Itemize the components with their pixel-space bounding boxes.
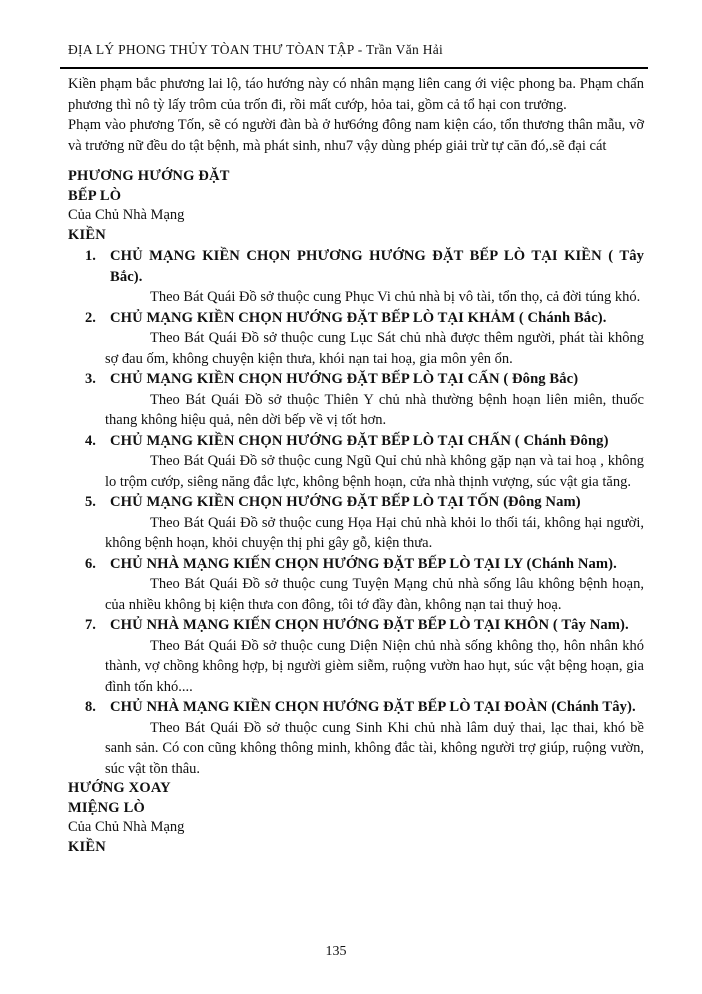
intro-paragraph-1: Kiền phạm bắc phương lai lộ, táo hướng này có nhân mạng liên cang ới việc phong ba. Phạm chấn phương thì nô tỳ lấy trôm của trốn đi, rồi mất cướp, hỏa tai, gồm cả tổ hại con trưởng. [68, 76, 644, 113]
item-heading: CHỦ MẠNG KIỀN CHỌN HƯỚNG ĐẶT BẾP LÒ TẠI KHẢM ( Chánh Bắc). [110, 309, 607, 326]
list-item [68, 308, 644, 370]
list-item [68, 615, 644, 697]
item-body: Theo Bát Quái Đồ sở thuộc cung Ngũ Quỉ chủ nhà không gặp nạn và tai hoạ , không lo trộm cướp, siêng năng đắc lực, không bệnh hoạn, cửa nhà thịnh vượng, súc vật gia tăng. [105, 453, 644, 490]
item-number: 2. [85, 309, 96, 326]
item-content [105, 431, 644, 493]
item-heading: CHỦ NHÀ MẠNG KIẾN CHỌN HƯỚNG ĐẶT BẾP LÒ TẠI LY (Chánh Nam). [110, 555, 617, 572]
item-content [105, 697, 644, 779]
section-heading-block-1 [68, 167, 644, 245]
item-heading: CHỦ NHÀ MẠNG KIỀN CHỌN HƯỚNG ĐẶT BẾP LÒ TẠI ĐOÀN (Chánh Tây). [110, 699, 636, 715]
section2-line1: HƯỚNG XOAY [68, 780, 171, 796]
list-item [68, 246, 644, 308]
item-number: 5. [85, 494, 96, 510]
item-content [105, 554, 644, 616]
item-number: 6. [85, 555, 96, 572]
item-heading: CHỦ MẠNG KIỀN CHỌN HƯỚNG ĐẶT BẾP LÒ TẠI CẤN ( Đông Bắc) [110, 371, 579, 387]
item-number: 8. [85, 699, 96, 715]
section2-line3: Của Chủ Nhà Mạng [68, 819, 185, 835]
section2-line2: MIỆNG LÒ [68, 799, 145, 816]
intro-paragraph-2: Phạm vào phương Tốn, sẽ có người đàn bà ở hư6ớng đông nam kiện cáo, tổn thương thân mẫu, vỡ và trưởng nữ đều do tật bệnh, mà phát sinh, nhu7 vậy dùng phép giải trừ tự căn đó,.sẽ đại cát [68, 117, 644, 154]
item-content [105, 369, 644, 431]
item-heading: CHỦ MẠNG KIỀN CHỌN PHƯƠNG HƯỚNG ĐẶT BẾP LÒ TẠI KIỀN ( Tây Bắc). [110, 248, 644, 285]
item-content [110, 246, 644, 308]
item-body: Theo Bát Quái Đồ sở thuộc Thiên Y chủ nhà thường bệnh hoạn liên miên, thuốc thang không hiệu quả, nên dời bếp về vị tốt hơn. [105, 391, 644, 428]
item-heading: CHỦ NHÀ MẠNG KIẾN CHỌN HƯỚNG ĐẶT BẾP LÒ TẠI KHÔN ( Tây Nam). [110, 617, 629, 633]
numbered-list [68, 246, 644, 779]
header-divider [60, 67, 648, 69]
section2-line4: KIỀN [68, 838, 106, 855]
list-item [68, 492, 644, 554]
item-number: 1. [85, 248, 96, 264]
section1-line1: PHƯƠNG HƯỚNG ĐẶT [68, 168, 230, 184]
section-heading-block-2 [68, 779, 644, 857]
page-header-title: ĐỊA LÝ PHONG THỦY TÒAN THƯ TÒAN TẬP - Trần Văn Hải [68, 42, 444, 57]
list-item [68, 369, 644, 431]
item-number: 4. [85, 432, 96, 449]
item-heading: CHỦ MẠNG KIỀN CHỌN HƯỚNG ĐẶT BẾP LÒ TẠI TỐN (Đông Nam) [110, 494, 581, 510]
page-number: 135 [325, 944, 347, 959]
item-content [105, 308, 644, 370]
item-number: 7. [85, 617, 96, 633]
list-item [68, 697, 644, 779]
item-content [105, 492, 644, 554]
list-item [68, 431, 644, 493]
section1-line3: Của Chủ Nhà Mạng [68, 207, 185, 223]
section1-line4: KIỀN [68, 226, 106, 243]
list-item [68, 554, 644, 616]
item-heading: CHỦ MẠNG KIỀN CHỌN HƯỚNG ĐẶT BẾP LÒ TẠI CHẤN ( Chánh Đông) [110, 432, 609, 449]
item-content [105, 615, 644, 697]
item-number: 3. [85, 371, 96, 387]
item-body: Theo Bát Quái Đồ sở thuộc cung Tuyện Mạng chủ nhà sống lâu không bệnh hoạn, của nhiều không bị kiện thưa con đông, tôi tớ đầy đàn, không nạn tai thuỷ hoạ. [105, 576, 644, 613]
item-body: Theo Bát Quái Đồ sở thuộc cung Họa Hại chủ nhà khỏi lo thối tái, không hại người, không bệnh hoạn, khỏi chuyện thị phi gây gỗ, kiện thưa. [105, 514, 644, 551]
item-body: Theo Bát Quái Đồ sở thuộc cung Diện Niện chủ nhà sống không thọ, hôn nhân khó thành, vợ chồng không hợp, bị người gièm siễm, ruộng vườn hao hụt, súc vật bệng hoạn, gia đình tốn khó.... [105, 637, 644, 695]
section1-line2: BẾP LÒ [68, 187, 122, 204]
item-body: Theo Bát Quái Đồ sở thuộc cung Lục Sát chủ nhà được thêm người, phát tài không sợ đau ốm, không chuyện kiện thưa, khói nạn tai hoạ, gia môn yên ổn. [105, 330, 644, 367]
item-body: Theo Bát Quái Đồ sở thuộc cung Phục Vi chủ nhà bị vô tài, tổn thọ, cả đời túng khó. [150, 289, 641, 305]
item-body: Theo Bát Quái Đồ sở thuộc cung Sinh Khi chủ nhà lâm duỷ thai, lạc thai, khó bề sanh sản. Có con cũng không thông minh, không đắc tài, không người trợ giúp, ruộng vườn, súc vật tồn thâu. [105, 719, 644, 777]
